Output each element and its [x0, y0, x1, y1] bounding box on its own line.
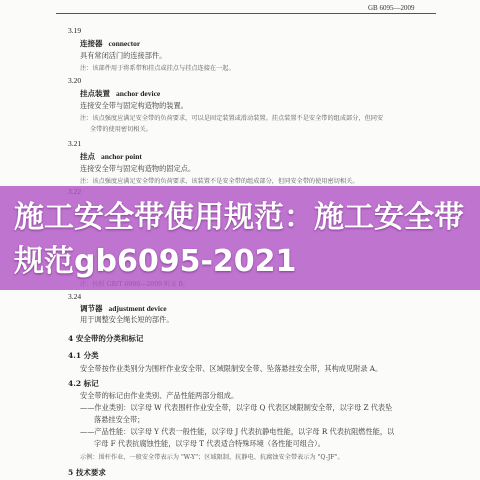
term-note: 注：该点强度应满足安全带的负荷要求，可以是固定装置或滑动装置。挂点装置不是安全带的组成部分，但同安 — [80, 115, 384, 122]
term-en: connector — [108, 39, 141, 48]
term-heading — [80, 89, 160, 98]
term-en: adjustment device — [108, 304, 167, 313]
term-cn: 调节器 — [80, 304, 103, 313]
term-definition: 连接安全带与固定构造物的固定点。 — [80, 164, 196, 173]
term-definition: 具有常闭活门的连接部件。 — [80, 51, 167, 60]
term-definition: 用于调整安全绳长短的部件。 — [80, 315, 174, 324]
body-line: 落悬挂安全带； — [94, 415, 145, 424]
term-note-continued: 全带的使用密切相关。 — [90, 126, 152, 133]
example-line: 示例：围杆作业、一般安全带表示为 "W-Y"；区域限制、抗静电、抗腐蚀安全带表示为 "Q-JF"。 — [80, 454, 344, 461]
body-line: ——产品性能：以字母 Y 代表一般性能，以字母 J 代表抗静电性能，以字母 R 代表抗阻燃性能，以 — [80, 427, 395, 436]
subsection-heading: 4.2 标记 — [68, 379, 99, 388]
clause-number: 3.24 — [68, 292, 82, 301]
subsection-heading: 4.1 分类 — [68, 351, 99, 360]
body-line: 字母 F 代表抗腐蚀性能，以字母 T 代表适合特殊环境（各性能可组合）。 — [94, 439, 325, 448]
standard-number: GB 6095—2009 — [368, 4, 415, 12]
banner-title: 施工安全带使用规范：施工安全带规范gb6095-2021 — [14, 200, 464, 279]
term-heading — [80, 39, 140, 48]
term-cn: 挂点装置 — [80, 89, 110, 98]
term-cn: 连接器 — [80, 39, 103, 48]
term-definition: 连接安全带与固定构造物的装置。 — [80, 101, 188, 110]
term-en: anchor point — [101, 152, 142, 161]
section-heading: 5 技术要求 — [68, 468, 106, 477]
body-line: ——作业类别：以字母 W 代表围杆作业安全带，以字母 Q 代表区域限制安全带，以字母 Z 代表坠 — [80, 403, 393, 412]
body-line: 安全带的标记由作业类别、产品性能两部分组成。 — [80, 391, 239, 400]
term-note: 注：该点强度应满足安全带的负荷要求，该装置不是安全带的组成部分，但同安全带的使用密切相关。 — [80, 178, 359, 185]
clause-number: 3.21 — [68, 139, 82, 148]
term-en: anchor device — [116, 89, 161, 98]
body-paragraph: 安全带按作业类别分为围杆作业安全带、区域限制安全带、坠落悬挂安全带，其构成见附录 A。 — [80, 364, 383, 373]
term-note: 注：该部件用于将系带和挂点或挂点与挂点连接在一起。 — [80, 65, 235, 72]
term-heading — [80, 304, 167, 313]
clause-number: 3.20 — [68, 76, 82, 85]
section-heading: 4 安全带的分类和标记 — [68, 334, 144, 343]
term-heading — [80, 152, 142, 161]
header-rule — [56, 13, 436, 14]
clause-number: 3.19 — [68, 26, 82, 35]
term-cn: 挂点 — [80, 152, 95, 161]
